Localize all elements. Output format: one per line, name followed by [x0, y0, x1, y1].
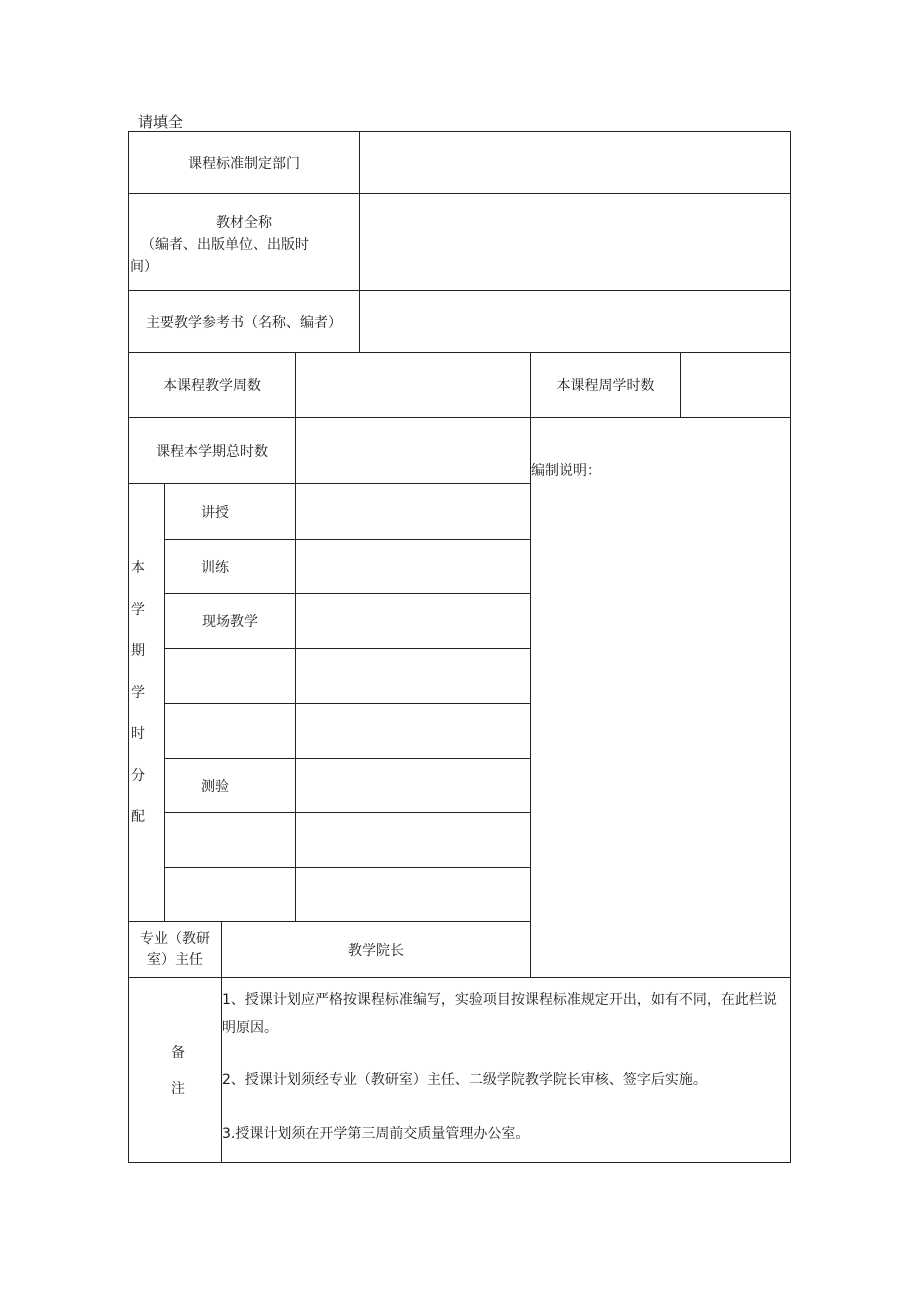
refbook-label-text: 主要教学参考书（名称、编者） — [146, 314, 342, 331]
remark-note-2: 2、授课计划须经专业（教研室）主任、二级学院教学院长审核、签字后实施。 — [222, 1072, 707, 1088]
weekly-hours-field[interactable] — [680, 352, 791, 417]
dist-value-field[interactable] — [295, 812, 530, 867]
dist-item-training — [164, 539, 295, 593]
vlabel-char: 学 — [131, 684, 145, 701]
remarks-label — [128, 977, 221, 1163]
textbook-label-line1: 教材全称 — [216, 215, 272, 231]
dist-item-test — [164, 758, 295, 812]
dist-item-label: 讲授 — [201, 504, 229, 521]
dist-item-label: 现场教学 — [202, 614, 258, 630]
dept-label-text: 课程标准制定部门 — [188, 155, 300, 172]
fill-all-note: 请填全 — [138, 113, 184, 131]
refbook-label — [128, 290, 359, 352]
vlabel-char: 期 — [131, 643, 145, 659]
remarks-label-char: 备 — [171, 1044, 185, 1061]
dist-item-onsite — [164, 593, 295, 648]
distribution-vertical-label — [128, 483, 164, 921]
weekly-hours-label — [530, 352, 680, 417]
dist-value-field[interactable] — [295, 539, 530, 593]
dist-item-blank[interactable] — [164, 867, 295, 921]
textbook-label-line2: （编者、出版单位、出版时 — [141, 237, 309, 253]
dist-item-blank[interactable] — [164, 703, 295, 758]
major-head-label — [128, 921, 221, 977]
dean-signature-field[interactable] — [221, 921, 530, 977]
textbook-label — [128, 193, 359, 290]
remarks-label-char: 注 — [171, 1080, 185, 1097]
remarks-content — [221, 977, 791, 1163]
dean-label-text: 教学院长 — [348, 942, 404, 959]
weeks-label — [128, 352, 295, 417]
total-hours-label — [128, 417, 295, 483]
vlabel-char: 本 — [131, 560, 145, 576]
dist-value-field[interactable] — [295, 648, 530, 703]
dist-item-blank[interactable] — [164, 648, 295, 703]
major-head-label-text: 专业（教研室）主任 — [140, 930, 210, 968]
weeks-label-text: 本课程教学周数 — [163, 378, 261, 394]
vlabel-char: 时 — [131, 726, 145, 742]
dept-label — [128, 131, 359, 193]
refbook-field[interactable] — [359, 290, 791, 352]
dist-item-blank[interactable] — [164, 812, 295, 867]
dept-field[interactable] — [359, 131, 791, 193]
dist-value-field[interactable] — [295, 593, 530, 648]
remark-note-3: 3.授课计划须在开学第三周前交质量管理办公室。 — [222, 1126, 530, 1142]
total-hours-field[interactable] — [295, 417, 530, 483]
vlabel-char: 分 — [131, 767, 145, 784]
textbook-field[interactable] — [359, 193, 791, 290]
compile-note-label: 编制说明： — [531, 463, 601, 479]
dist-value-field[interactable] — [295, 703, 530, 758]
dist-value-field[interactable] — [295, 758, 530, 812]
total-hours-label-text: 课程本学期总时数 — [156, 443, 268, 460]
dist-value-field[interactable] — [295, 483, 530, 539]
remark-note-1: 1、授课计划应严格按课程标准编写，实验项目按课程标准规定开出，如有不同，在此栏说明原因。 — [222, 992, 777, 1036]
dist-item-label: 测验 — [201, 778, 229, 795]
dist-item-label: 训练 — [201, 559, 229, 576]
vlabel-char: 学 — [131, 601, 145, 618]
vlabel-char: 配 — [131, 809, 145, 825]
textbook-label-line3: 间） — [130, 259, 158, 275]
dist-item-lecture — [164, 483, 295, 539]
compile-note-area[interactable] — [530, 417, 791, 977]
weekly-hours-label-text: 本课程周学时数 — [556, 378, 655, 394]
weeks-field[interactable] — [295, 352, 530, 417]
dist-value-field[interactable] — [295, 867, 530, 921]
